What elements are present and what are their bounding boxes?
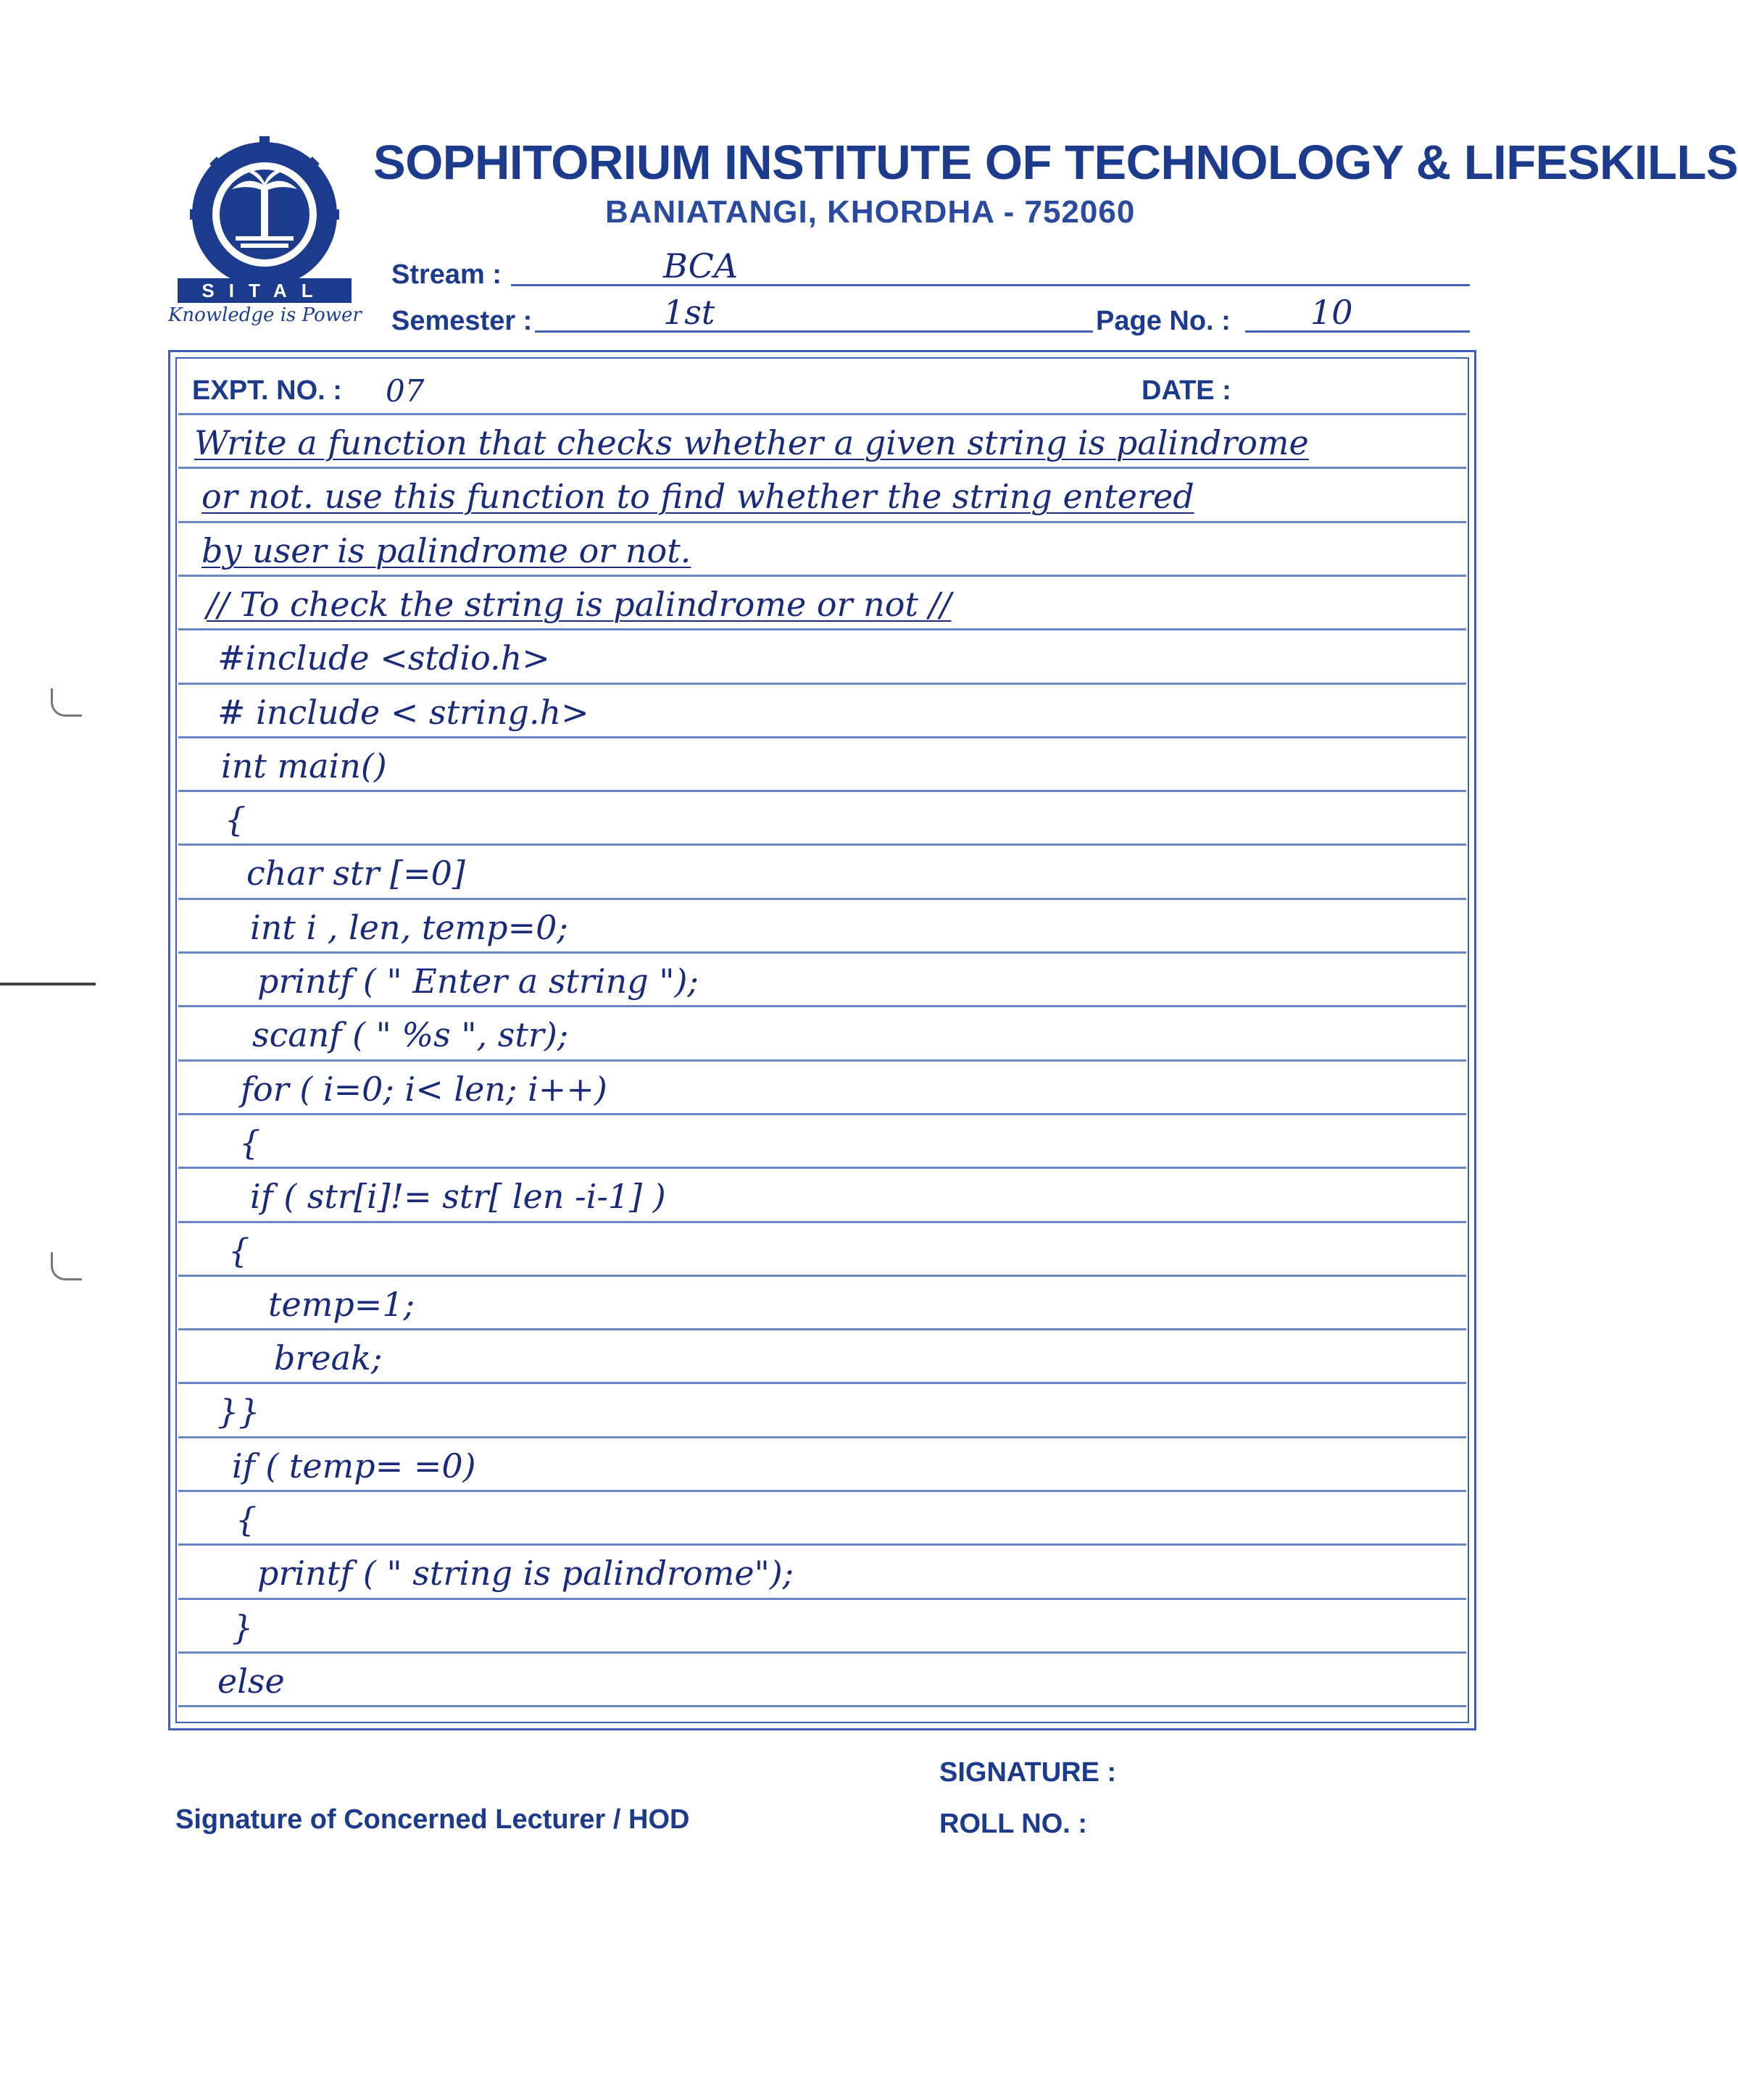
page-number-underline <box>1245 330 1470 333</box>
ruled-line <box>178 843 1466 846</box>
margin-stroke <box>0 983 96 986</box>
ruled-line <box>178 951 1466 954</box>
page-number-value: 10 <box>1310 293 1353 332</box>
ruled-line <box>178 1328 1466 1330</box>
handwritten-line: #include <stdio.h> <box>217 638 550 678</box>
handwritten-line: int i , len, temp=0; <box>250 908 568 947</box>
ruled-line <box>178 1543 1466 1546</box>
lecturer-signature-label: Signature of Concerned Lecturer / HOD <box>175 1804 690 1835</box>
ruled-line <box>178 628 1466 630</box>
ruled-line <box>178 683 1466 685</box>
stream-label: Stream : <box>391 259 502 290</box>
handwritten-line: printf ( " Enter a string "); <box>257 962 699 1001</box>
handwritten-line: if ( str[i]!= str[ len -i-1] ) <box>250 1177 666 1216</box>
ruled-line <box>178 413 1466 415</box>
semester-underline <box>535 330 1093 333</box>
handwritten-line: or not. use this function to find whether the string entered <box>201 477 1194 516</box>
ruled-line <box>178 467 1466 469</box>
ruled-line <box>178 521 1466 523</box>
ruled-line <box>178 1113 1466 1115</box>
handwritten-line: else <box>217 1662 285 1701</box>
svg-text:SITAL: SITAL <box>201 280 328 301</box>
ruled-line <box>178 1651 1466 1654</box>
page-number-label: Page No. : <box>1096 306 1231 336</box>
handwritten-line: # include < string.h> <box>217 693 589 732</box>
handwritten-line: printf ( " string is palindrome"); <box>257 1554 794 1593</box>
institute-address: BANIATANGI, KHORDHA - 752060 <box>605 194 1136 230</box>
institute-name: SOPHITORIUM INSTITUTE OF TECHNOLOGY & LIFESKILLS <box>373 136 1738 190</box>
margin-mark <box>51 688 82 717</box>
roll-number-label: ROLL NO. : <box>939 1809 1088 1839</box>
stream-value: BCA <box>663 246 739 286</box>
handwritten-line: }} <box>217 1392 260 1431</box>
handwritten-line: char str [=0] <box>246 854 465 893</box>
ruled-line <box>178 575 1466 577</box>
ruled-line <box>178 1490 1466 1492</box>
handwritten-line: scanf ( " %s ", str); <box>252 1015 569 1054</box>
ruled-line <box>178 1436 1466 1438</box>
ruled-line <box>178 1167 1466 1169</box>
handwritten-line: if ( temp= =0) <box>232 1446 476 1486</box>
ruled-line <box>178 1382 1466 1384</box>
handwritten-line: { <box>239 1123 261 1162</box>
institute-logo <box>174 135 355 316</box>
logo-tagline: Knowledge is Power <box>168 304 362 326</box>
handwritten-line: break; <box>274 1338 383 1378</box>
handwritten-line: Write a function that checks whether a given string is palindrome <box>194 423 1309 462</box>
handwritten-line: { <box>236 1500 257 1539</box>
ruled-line <box>178 898 1466 900</box>
handwritten-line: } <box>232 1608 254 1647</box>
handwritten-line: // To check the string is palindrome or not // <box>207 585 952 624</box>
ruled-line <box>178 1059 1466 1062</box>
ruled-line <box>178 790 1466 792</box>
ruled-line <box>178 1005 1466 1007</box>
handwritten-line: { <box>228 1231 250 1270</box>
ruled-line <box>178 1705 1466 1707</box>
ruled-line <box>178 1221 1466 1223</box>
handwritten-line: by user is palindrome or not. <box>201 531 691 570</box>
expt-no-value: 07 <box>386 373 425 409</box>
stream-underline <box>511 284 1470 286</box>
handwritten-line: int main() <box>221 746 387 786</box>
ruled-line <box>178 1598 1466 1600</box>
date-label: DATE : <box>1142 375 1231 406</box>
margin-mark <box>51 1252 82 1280</box>
handwritten-line: for ( i=0; i< len; i++) <box>241 1070 607 1109</box>
handwritten-line: { <box>225 800 246 839</box>
semester-label: Semester : <box>391 306 533 336</box>
handwritten-line: temp=1; <box>268 1285 415 1324</box>
ruled-line <box>178 1275 1466 1277</box>
expt-no-label: EXPT. NO. : <box>192 375 342 406</box>
semester-value: 1st <box>663 293 715 332</box>
signature-label: SIGNATURE : <box>939 1757 1117 1788</box>
ruled-line <box>178 736 1466 738</box>
